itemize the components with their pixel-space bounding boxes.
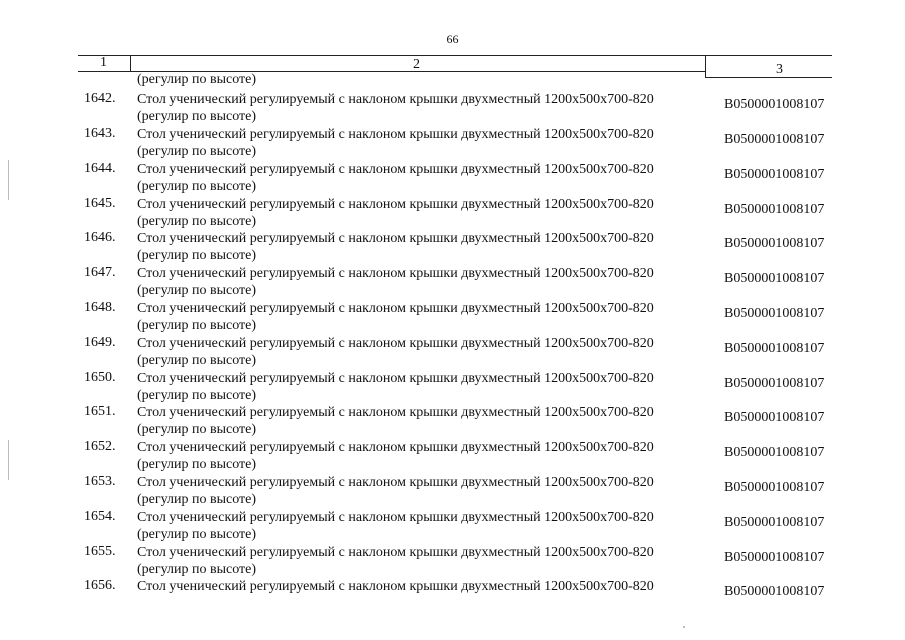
row-description-line1: Стол ученический регулируемый с наклоном крышки двухместный 1200х500х700-820 bbox=[137, 266, 654, 281]
scan-speck bbox=[683, 626, 685, 628]
row-code: B0500001008107 bbox=[724, 480, 825, 495]
row-number: 1656. bbox=[84, 578, 116, 593]
row-description-line1: Стол ученический регулируемый с наклоном крышки двухместный 1200х500х700-820 bbox=[137, 440, 654, 455]
row-description-line2: (регулир по высоте) bbox=[137, 492, 257, 507]
row-description-line2: (регулир по высоте) bbox=[137, 422, 257, 437]
row-description-line2: (регулир по высоте) bbox=[137, 318, 257, 333]
row-number: 1651. bbox=[84, 404, 116, 419]
row-code: B0500001008107 bbox=[724, 584, 825, 599]
header-col-1: 1 bbox=[100, 55, 107, 70]
row-description bbox=[137, 404, 654, 438]
row-code: B0500001008107 bbox=[724, 202, 825, 217]
row-description-line1: Стол ученический регулируемый с наклоном крышки двухместный 1200х500х700-820 bbox=[137, 92, 654, 107]
row-description bbox=[137, 439, 654, 473]
row-number: 1645. bbox=[84, 196, 116, 211]
row-description bbox=[137, 230, 654, 264]
row-description-line1: Стол ученический регулируемый с наклоном крышки двухместный 1200х500х700-820 bbox=[137, 197, 654, 212]
scan-edge-mark bbox=[8, 440, 9, 480]
header-col3-bottom-border bbox=[705, 77, 832, 78]
row-number: 1643. bbox=[84, 126, 116, 141]
row-description-line2: (регулир по высоте) bbox=[137, 457, 257, 472]
row-description-line2: (регулир по высоте) bbox=[137, 388, 257, 403]
table-row bbox=[0, 370, 905, 405]
continuation-text: (регулир по высоте) bbox=[137, 72, 257, 87]
table-row bbox=[0, 300, 905, 335]
row-description-line2: (регулир по высоте) bbox=[137, 562, 257, 577]
row-description-line1: Стол ученический регулируемый с наклоном крышки двухместный 1200х500х700-820 bbox=[137, 579, 654, 594]
header-divider-2 bbox=[705, 55, 706, 77]
row-description-line2: (регулир по высоте) bbox=[137, 214, 257, 229]
table-row bbox=[0, 544, 905, 579]
row-description bbox=[137, 196, 654, 230]
table-row bbox=[0, 439, 905, 474]
row-number: 1642. bbox=[84, 91, 116, 106]
header-col-3: 3 bbox=[776, 62, 783, 77]
row-description-line2: (регулир по высоте) bbox=[137, 353, 257, 368]
row-number: 1652. bbox=[84, 439, 116, 454]
row-description-line1: Стол ученический регулируемый с наклоном крышки двухместный 1200х500х700-820 bbox=[137, 475, 654, 490]
row-description bbox=[137, 265, 654, 299]
row-description bbox=[137, 126, 654, 160]
row-description bbox=[137, 578, 654, 595]
row-description-line1: Стол ученический регулируемый с наклоном крышки двухместный 1200х500х700-820 bbox=[137, 336, 654, 351]
row-description bbox=[137, 300, 654, 334]
row-description-line2: (регулир по высоте) bbox=[137, 179, 257, 194]
row-description-line2: (регулир по высоте) bbox=[137, 248, 257, 263]
row-number: 1644. bbox=[84, 161, 116, 176]
header-divider-1 bbox=[130, 55, 131, 72]
row-code: B0500001008107 bbox=[724, 550, 825, 565]
header-col-2: 2 bbox=[413, 57, 420, 72]
row-description-line1: Стол ученический регулируемый с наклоном крышки двухместный 1200х500х700-820 bbox=[137, 127, 654, 142]
row-code: B0500001008107 bbox=[724, 306, 825, 321]
row-description-line1: Стол ученический регулируемый с наклоном крышки двухместный 1200х500х700-820 bbox=[137, 405, 654, 420]
table-row bbox=[0, 578, 905, 613]
table-row bbox=[0, 265, 905, 300]
row-number: 1646. bbox=[84, 230, 116, 245]
row-description-line2: (регулир по высоте) bbox=[137, 109, 257, 124]
page-number: 66 bbox=[446, 32, 459, 46]
row-description bbox=[137, 161, 654, 195]
row-code: B0500001008107 bbox=[724, 97, 825, 112]
row-code: B0500001008107 bbox=[724, 132, 825, 147]
row-number: 1650. bbox=[84, 370, 116, 385]
row-description-line1: Стол ученический регулируемый с наклоном крышки двухместный 1200х500х700-820 bbox=[137, 545, 654, 560]
table-row bbox=[0, 126, 905, 161]
row-description bbox=[137, 544, 654, 578]
row-description bbox=[137, 474, 654, 508]
table-row bbox=[0, 404, 905, 439]
row-description-line1: Стол ученический регулируемый с наклоном крышки двухместный 1200х500х700-820 bbox=[137, 231, 654, 246]
row-number: 1649. bbox=[84, 335, 116, 350]
row-description-line2: (регулир по высоте) bbox=[137, 283, 257, 298]
table-row bbox=[0, 474, 905, 509]
row-code: B0500001008107 bbox=[724, 236, 825, 251]
row-code: B0500001008107 bbox=[724, 376, 825, 391]
scan-edge-mark bbox=[8, 160, 9, 200]
row-number: 1654. bbox=[84, 509, 116, 524]
row-number: 1653. bbox=[84, 474, 116, 489]
table-row bbox=[0, 161, 905, 196]
header-top-border bbox=[78, 55, 832, 56]
row-description-line1: Стол ученический регулируемый с наклоном крышки двухместный 1200х500х700-820 bbox=[137, 510, 654, 525]
table-row bbox=[0, 335, 905, 370]
row-description-line1: Стол ученический регулируемый с наклоном крышки двухместный 1200х500х700-820 bbox=[137, 371, 654, 386]
row-description bbox=[137, 509, 654, 543]
row-description bbox=[137, 335, 654, 369]
table-row bbox=[0, 230, 905, 265]
table-row bbox=[0, 509, 905, 544]
row-description-line2: (регулир по высоте) bbox=[137, 527, 257, 542]
row-code: B0500001008107 bbox=[724, 410, 825, 425]
row-description bbox=[137, 370, 654, 404]
row-code: B0500001008107 bbox=[724, 167, 825, 182]
row-number: 1655. bbox=[84, 544, 116, 559]
table-row bbox=[0, 196, 905, 231]
row-description-line1: Стол ученический регулируемый с наклоном крышки двухместный 1200х500х700-820 bbox=[137, 162, 654, 177]
row-code: B0500001008107 bbox=[724, 271, 825, 286]
row-code: B0500001008107 bbox=[724, 445, 825, 460]
row-number: 1647. bbox=[84, 265, 116, 280]
row-number: 1648. bbox=[84, 300, 116, 315]
row-description-line1: Стол ученический регулируемый с наклоном крышки двухместный 1200х500х700-820 bbox=[137, 301, 654, 316]
row-description bbox=[137, 91, 654, 125]
row-code: B0500001008107 bbox=[724, 515, 825, 530]
table-row bbox=[0, 91, 905, 126]
row-code: B0500001008107 bbox=[724, 341, 825, 356]
row-description-line2: (регулир по высоте) bbox=[137, 144, 257, 159]
